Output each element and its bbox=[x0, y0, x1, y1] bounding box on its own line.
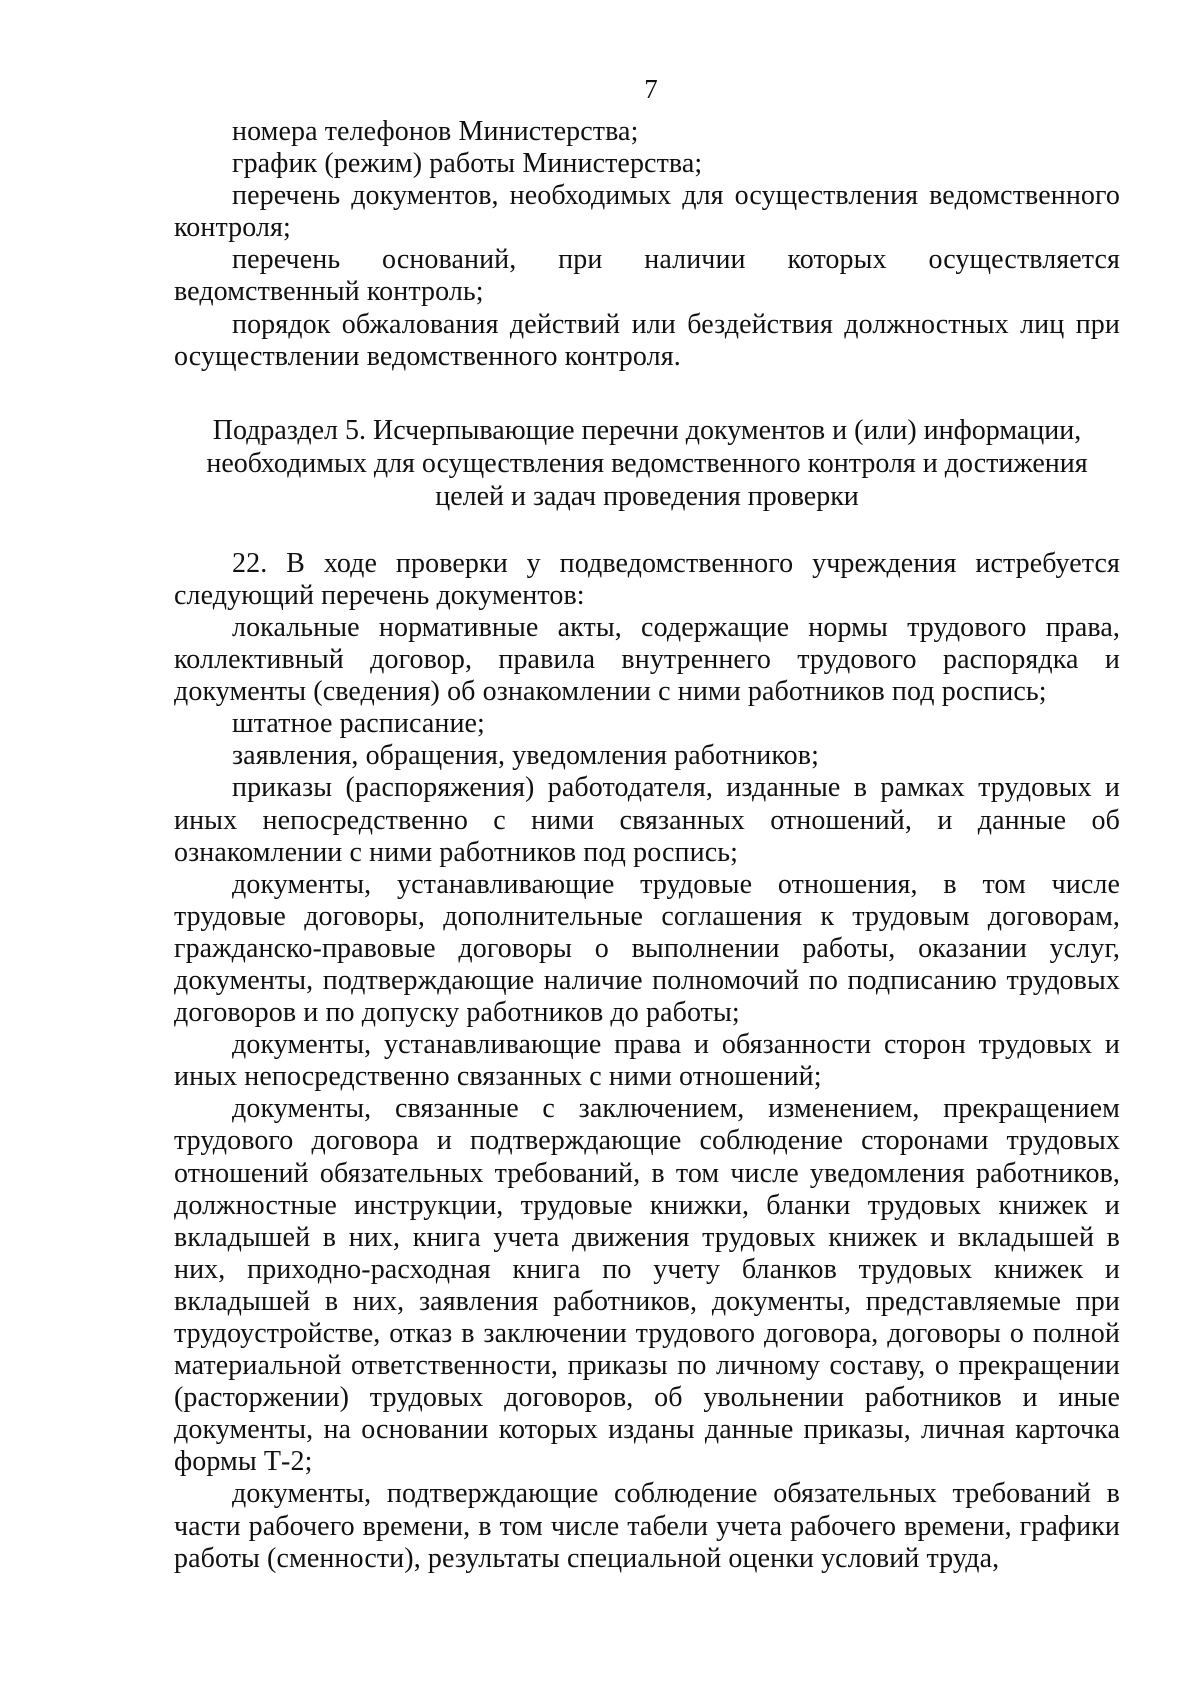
list-item-contract-docs: документы, связанные с заключением, изменением, прекращением трудового договора и подтверждающие соблюдение сторонами трудовых отношений обязательных требований, в том числе уведомления работников, должностные инструкции, трудовые книжки, бланки трудовых книжек и вкладышей в них, книга учета движения трудовых книжек и вкладышей в них, приходно-расходная книга по учету бланков трудовых книжек и вкладышей в них, заявления работников, документы, представляемые при трудоустройстве, отказ в заключении трудового договора, договоры о полной материальной ответственности, приказы по личному составу, о прекращении (расторжении) трудовых договоров, об увольнении работников и иные документы, на основании которых изданы данные приказы, личная карточка формы Т-2; bbox=[174, 1093, 1120, 1478]
list-item-phone-numbers: номера телефонов Министерства; bbox=[232, 116, 639, 147]
list-item-working-time-docs: документы, подтверждающие соблюдение обязательных требований в части рабочего времени, в том числе табели учета рабочего времени, графики работы (сменности), результаты специальной оценки условий труда, bbox=[174, 1478, 1120, 1574]
list-item-rights-obligations-docs: документы, устанавливающие права и обязанности сторон трудовых и иных непосредственно связанных с ними отношений; bbox=[174, 1029, 1120, 1093]
subsection-heading-line: необходимых для осуществления ведомственного контроля и достижения bbox=[206, 447, 1088, 479]
list-item-applications: заявления, обращения, уведомления работников; bbox=[232, 740, 819, 772]
list-item-labor-relations-docs: документы, устанавливающие трудовые отношения, в том числе трудовые договоры, дополнительные соглашения к трудовым договорам, гражданско-правовые договоры о выполнении работы, оказании услуг, документы, подтверждающие наличие полномочий по подписанию трудовых договоров и по допуску работников до работы; bbox=[174, 868, 1120, 1029]
list-item-grounds-list: перечень оснований, при наличии которых осуществляется ведомственный контроль; bbox=[174, 244, 1120, 308]
clause-22-intro: 22. В ходе проверки у подведомственного учреждения истребуется следующий перечень документов: bbox=[174, 547, 1120, 611]
list-item-employer-orders: приказы (распоряжения) работодателя, изданные в рамках трудовых и иных непосредственно с ними связанных отношений, и данные об ознакомлении с ними работников под роспись; bbox=[174, 772, 1120, 868]
list-item-appeal-procedure: порядок обжалования действий или бездействия должностных лиц при осуществлении ведомственного контроля. bbox=[174, 308, 1120, 372]
list-item-local-acts: локальные нормативные акты, содержащие нормы трудового права, коллективный договор, правила внутреннего трудового распорядка и документы (сведения) об ознакомлении с ними работников под роспись; bbox=[174, 611, 1120, 708]
list-item-documents-list: перечень документов, необходимых для осуществления ведомственного контроля; bbox=[174, 180, 1120, 244]
document-page bbox=[174, 70, 1120, 1575]
subsection-heading-line: Подраздел 5. Исчерпывающие перечни документов и (или) информации, bbox=[212, 414, 1082, 446]
page-number: 7 bbox=[644, 74, 658, 104]
subsection-heading-line: целей и задач проведения проверки bbox=[435, 480, 859, 512]
list-item-staff-schedule: штатное расписание; bbox=[232, 708, 485, 740]
subsection-heading bbox=[174, 414, 1120, 513]
list-item-work-schedule: график (режим) работы Министерства; bbox=[232, 148, 703, 180]
